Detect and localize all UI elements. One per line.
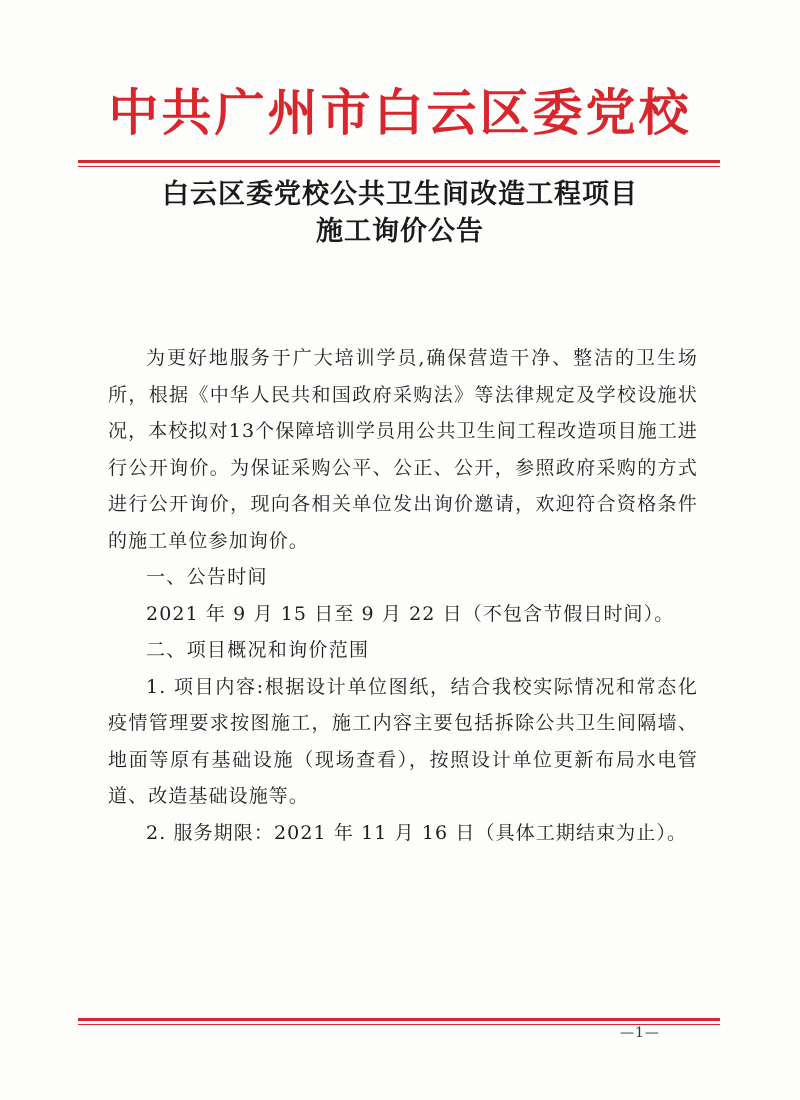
section2-item2: 2. 服务期限：2021 年 11 月 16 日（具体工期结束为止）。 bbox=[146, 821, 688, 844]
letterhead-rule-thick bbox=[78, 160, 720, 163]
section1-heading: 一、公告时间 bbox=[146, 566, 268, 588]
section2-heading: 二、项目概况和询价范围 bbox=[146, 639, 370, 661]
letterhead-title: 中共广州市白云区委党校 bbox=[108, 83, 692, 142]
footer-rule-thick bbox=[78, 1018, 720, 1021]
section2-item1: 1. 项目内容:根据设计单位图纸，结合我校实际情况和常态化疫情管理要求按图施工，施工内容主要包括拆除公共卫生间隔墙、地面等原有基础设施（现场查看），按照设计单位更新布局水电管道、改造基础设施等。 bbox=[108, 675, 698, 807]
document-body bbox=[108, 340, 698, 851]
letterhead-rule-thin bbox=[78, 166, 720, 167]
page-number: —1— bbox=[620, 1025, 660, 1041]
document-title-line2: 施工询价公告 bbox=[316, 216, 484, 247]
intro-paragraph: 为更好地服务于广大培训学员,确保营造干净、整洁的卫生场所，根据《中华人民共和国政府采购法》等法律规定及学校设施状况，本校拟对13个保障培训学员用公共卫生间工程改造项目施工进行公开询价。为保证采购公平、公正、公开，参照政府采购的方式进行公开询价，现向各相关单位发出询价邀请，欢迎符合资格条件的施工单位参加询价。 bbox=[108, 347, 698, 552]
section1-paragraph: 2021 年 9 月 15 日至 9 月 22 日（不包含节假日时间）。 bbox=[146, 602, 675, 625]
document-title-line1: 白云区委党校公共卫生间改造工程项目 bbox=[162, 179, 638, 210]
